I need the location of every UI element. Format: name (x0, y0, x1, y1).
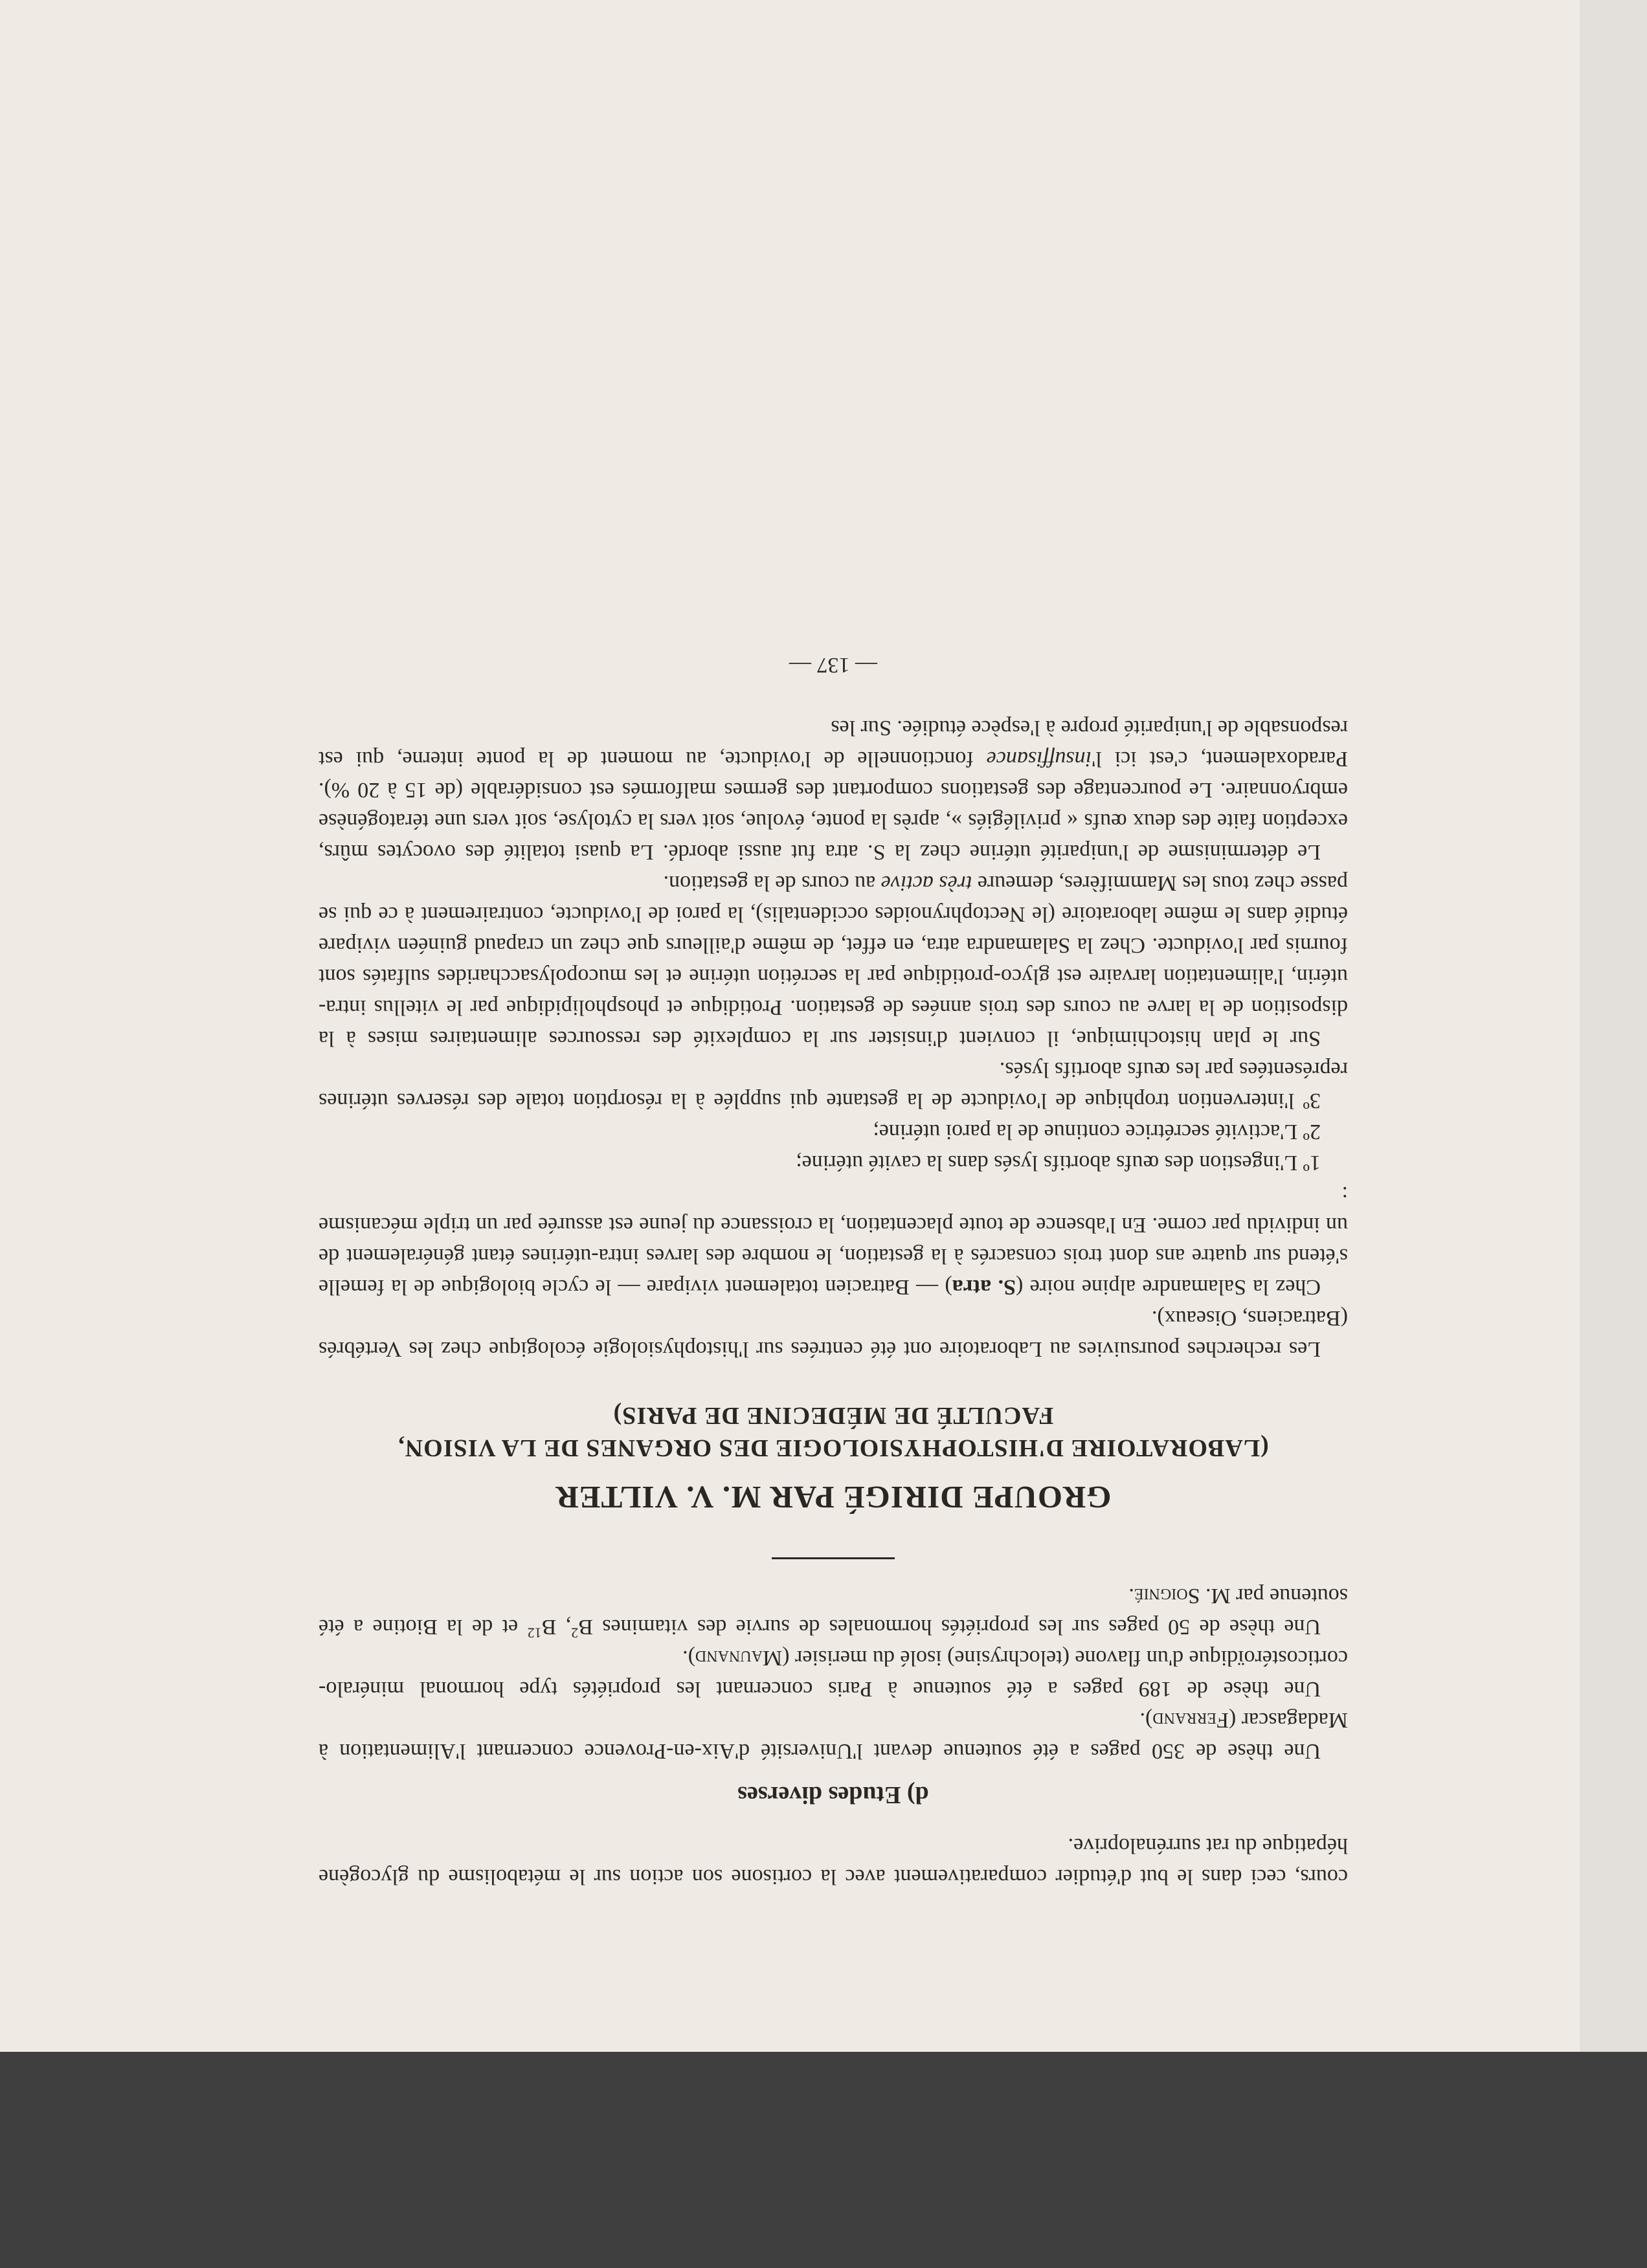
continuation-paragraph: cours, ceci dans le but d'étudier comparativement avec la cortisone son action sur le métabolisme du glycogène hépatique du rat surrénaloprive. (319, 1834, 1348, 1889)
scanner-background (0, 2052, 1647, 2268)
species-name: S. atra (952, 1275, 1016, 1299)
body-paragraph-1: Les recherches poursuivies au Laboratoire ont été centrées sur l'histophysiologie écologique chez les Vertébrés (Batraciens, Oiseaux). (319, 1306, 1348, 1361)
group-title: GROUPE DIRIGÉ PAR M. V. VILTER (555, 1480, 1112, 1515)
author-name: Soignié (1134, 1584, 1200, 1608)
sheet-edge (1580, 0, 1647, 2052)
thesis-paragraph-1: Une thèse de 350 pages a été soutenue devant l'Université d'Aix-en-Provence concernant l'Alimentation à Madagascar (Ferrand). (319, 1708, 1348, 1763)
page-content (319, 251, 1348, 1892)
body-paragraph-3: Sur le plan histochimique, il convient d'insister sur la complexité des ressources alimentaires mises à la disposition de la larve au cours des trois années de gestation. Protidique et phospholipidique par le vitellus intra-utérin, l'alimentation larvaire est glyco-protidique par la secrétion utérine et les mucopolysaccharides sulfatés sont fournis par l'oviducte. Chez la Salamandra atra, en effet, de même d'ailleurs que chez un crapaud guinéen vivipare étudié dans le même laboratoire (le Nectophrynoides occidentalis), la paroi de l'oviducte, contrairement à ce qui se passe chez tous les Mammifères, demeure très active au cours de la gestation. (319, 871, 1348, 1051)
author-name: Ferrand (1152, 1708, 1229, 1732)
laboratory-title: (LABORATOIRE D'HISTOPHYSIOLOGIE DES ORGANES DE LA VISION, FACULTÉ DE MÉDECINE DE PARIS) (398, 1402, 1269, 1462)
thesis-paragraph-3: Une thèse de 50 pages sur les propriétés hormonales de survie des vitamines $B^2$, $B^{12}$ et de la Biotine a été soutenue par M. Soignié. (319, 1584, 1348, 1641)
author-name: Maunand (695, 1646, 783, 1670)
section-heading-etudes-diverses: d) Etudes diverses (737, 1781, 929, 1808)
body-paragraph-4: Le déterminisme de l'uniparité utérine chez la S. atra fut aussi abordé. La quasi totalité des ovocytes mûrs, exception faite des deux œufs « privilégiés », après la ponte, évolue, soit vers la cytolyse, soit vers une tératogénèse embryonnaire. Le pourcentage des gestations comportant des germes malformés est considérable (de 15 à 20 %). Paradoxalement, c'est ici l'insuffisance fonctionnelle de l'oviducte, au moment de la ponte interne, qui est responsable de l'uniparité propre à l'espèce étudiée. Sur les (319, 716, 1348, 864)
section-divider (772, 1557, 895, 1559)
thesis-paragraph-2: Une thèse de 189 pages a été soutenue à Paris concernant les propriétés type hormonal minéralo-corticostéroïdique d'un flavone (telochrysine) isolé du merisier (Maunand). (319, 1646, 1348, 1701)
mechanism-item-2: 2º L'activité secrétrice continue de la paroi utérine; (873, 1120, 1321, 1144)
body-paragraph-2: Chez la Salamandre alpine noire (S. atra) — Batracien totalement vivipare — le cycle biologique de la femelle s'étend sur quatre ans dont trois consacrés à la gestation, le nombre des larves intra-utérines étant généralement de un individu par corne. En l'absence de toute placentation, la croissance du jeune est assurée par un triple mécanisme : (318, 1182, 1348, 1299)
mechanism-item-1: 1º L'ingestion des œufs abortifs lysés dans la cavité utérine; (796, 1151, 1321, 1175)
page-number: — 137 — (789, 653, 877, 677)
mechanism-item-3: 3º l'intervention trophique de l'oviducte de la gestante qui supplée à la résorption totale des réserves utérines représentées par les œufs abortifs lysés. (319, 1058, 1348, 1113)
